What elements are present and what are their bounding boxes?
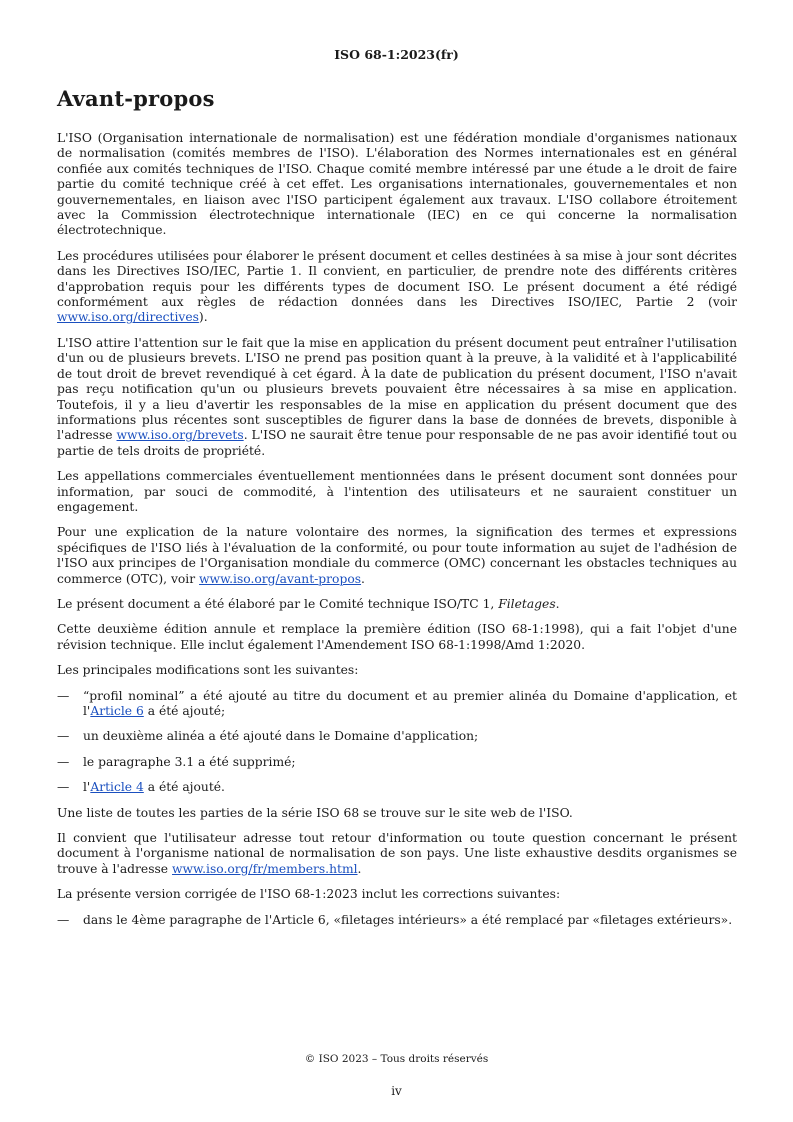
list-item-change-3 [57,755,737,770]
page-header: ISO 68-1:2023(fr) [334,47,459,62]
change-1-text: “profil nominal” a été ajouté au titre du document et au premier alinéa du Domaine d'application, et l' [83,688,737,718]
change-1-end: a été ajouté; [143,704,226,718]
paragraph-changes-intro: Les principales modifications sont les suivantes: [57,663,359,678]
change-3-text: le paragraphe 3.1 a été supprimé; [83,754,296,769]
change-4-end: a été ajouté. [143,780,225,795]
paragraph-patents [57,336,737,459]
paragraph-procedures [57,249,737,326]
list-item-correction-1 [57,913,737,928]
paragraph-voluntary-end: . [361,571,365,586]
link-directives[interactable]: www.iso.org/directives [57,310,199,325]
paragraph-trade-names: Les appellations commerciales éventuellement mentionnées dans le présent document sont données pour information, par souci de commodité, à l'intention des utilisateurs et ne sauraient constituer un engagement. [57,469,737,514]
list-dash: — [57,754,70,769]
link-brevets[interactable]: www.iso.org/brevets [116,428,244,443]
paragraph-iso-intro: L'ISO (Organisation internationale de normalisation) est une fédération mondiale d'organismes nationaux de normalisation (comités membres de l'ISO). L'élaboration des Normes internationales est en général confiée aux comités techniques de l'ISO. Chaque comité membre intéressé par une étude a le droit de faire partie du comité technique créé à cet effet. Les organisations internationales, gouvernementales et non gouvernementales, en liaison avec l'ISO participent également aux travaux. L'ISO collabore étroitement avec la Commission électrotechnique internationale (IEC) en ce qui concerne la normalisation électrotechnique. [57,131,737,238]
paragraph-feedback-text: Il convient que l'utilisateur adresse tout retour d'information ou toute question concernant le présent document à l'organisme national de normalisation de son pays. Une liste exhaustive desdits organismes se trouve à l'adresse [57,831,737,876]
list-item-text [83,689,737,720]
paragraph-voluntary-nature [57,525,737,587]
list-item-change-1 [57,689,737,720]
change-2-text: un deuxième alinéa a été ajouté dans le Domaine d'application; [83,729,479,744]
paragraph-series-list: Une liste de toutes les parties de la série ISO 68 se trouve sur le site web de l'ISO. [57,805,573,820]
foreword-body [57,131,737,938]
list-item-text [83,780,737,795]
paragraph-patents-end: . L'ISO ne saurait être tenue pour responsable de ne pas avoir identifié tout ou partie de tels droits de propriété. [57,428,737,458]
committee-name: Filetages [498,596,556,611]
paragraph-voluntary-text: Pour une explication de la nature volontaire des normes, la signification des termes et expressions spécifiques de l'ISO liés à l'évaluation de la conformité, ou pour toute information au sujet de l'adhésion de l'ISO aux principes de l'Organisation mondiale du commerce (OMC) concernant les obstacles techniques au commerce (OTC), voir [57,525,737,586]
page-number: iv [391,1084,402,1098]
link-avant-propos[interactable]: www.iso.org/avant-propos [199,571,362,586]
link-members[interactable]: www.iso.org/fr/members.html [172,861,358,876]
page-title: Avant-propos [57,86,215,111]
list-item-change-4 [57,780,737,795]
paragraph-corrections-intro: La présente version corrigée de l'ISO 68-1:2023 inclut les corrections suivantes: [57,887,561,902]
paragraph-committee-end: . [555,596,560,611]
correction-1-text: dans le 4ème paragraphe de l'Article 6, «filetages intérieurs» a été remplacé par «filetages extérieurs». [83,912,733,927]
link-article-4[interactable]: Article 4 [90,780,144,795]
paragraph-committee [57,597,737,612]
change-4-text: l' [83,780,91,795]
list-dash: — [57,780,70,795]
list-dash: — [57,688,70,703]
paragraph-procedures-end: ). [198,310,208,325]
list-dash: — [57,729,70,744]
paragraph-feedback [57,831,737,877]
paragraph-feedback-end: . [357,861,362,876]
paragraph-procedures-text: Les procédures utilisées pour élaborer le présent document et celles destinées à sa mise à jour sont décrites dans les Directives ISO/IEC, Partie 1. Il convient, en particulier, de prendre note des différents critères d'approbation requis pour les différents types de document ISO. Le présent document a été rédigé conformément aux règles de rédaction données dans les Directives ISO/IEC, Partie 2 (voir [57,248,737,310]
paragraph-edition: Cette deuxième édition annule et remplace la première édition (ISO 68-1:1998), qui a fait l'objet d'une révision technique. Elle inclut également l'Amendement ISO 68-1:1998/Amd 1:2020. [57,622,737,652]
paragraph-patents-text: L'ISO attire l'attention sur le fait que la mise en application du présent document peut entraîner l'utilisation d'un ou de plusieurs brevets. L'ISO ne prend pas position quant à la preuve, à la validité et à l'applicabilité de tout droit de brevet revendiqué à cet égard. À la date de publication du présent document, l'ISO n'avait pas reçu notification qu'un ou plusieurs brevets pouvaient être nécessaires à sa mise en application. Toutefois, il y a lieu d'avertir les responsables de la mise en application du présent document que des informations plus récentes sont susceptibles de figurer dans la base de données de brevets, disponible à l'adresse [57,335,737,443]
paragraph-committee-text: Le présent document a été élaboré par le Comité technique ISO/TC 1, [57,596,499,611]
list-item-change-2 [57,729,737,744]
copyright-footer: © ISO 2023 – Tous droits réservés [304,1053,489,1065]
list-dash: — [57,912,70,927]
link-article-6[interactable]: Article 6 [90,704,144,718]
